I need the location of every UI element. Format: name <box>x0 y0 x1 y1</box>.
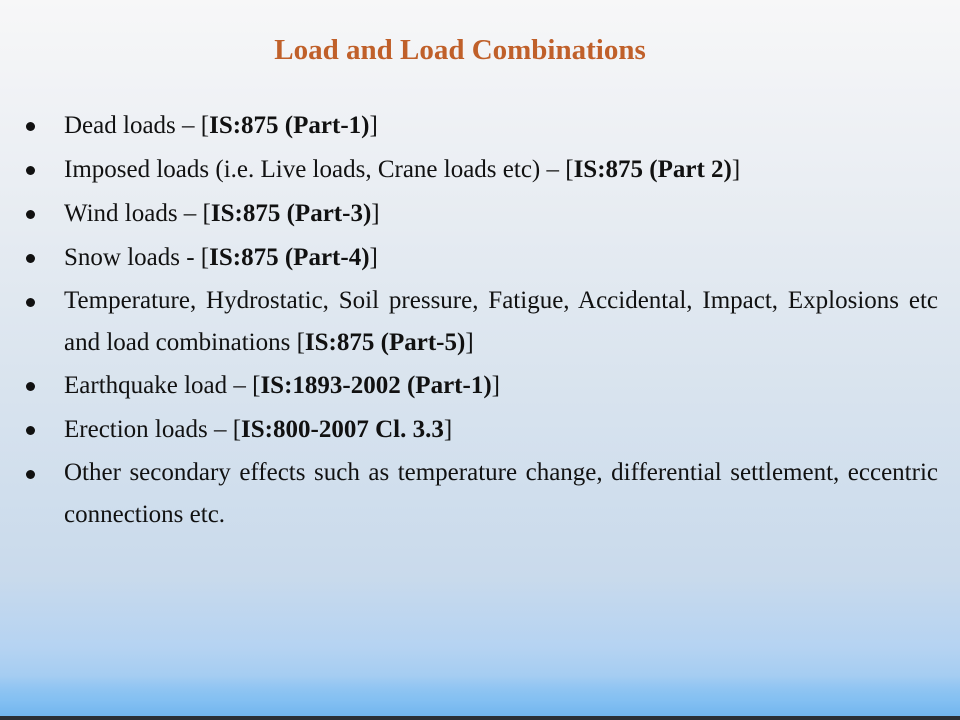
list-item-temperature-loads <box>26 280 938 364</box>
list-item-dead-loads <box>26 104 938 148</box>
list-item-wind-loads <box>26 192 938 236</box>
item-text: Snow loads - [ <box>64 244 210 271</box>
bullet-icon <box>26 122 35 131</box>
load-list <box>26 104 938 536</box>
bullet-icon <box>26 210 35 219</box>
item-close: ] <box>465 329 474 356</box>
item-close: ] <box>369 244 378 271</box>
list-item-earthquake-load <box>26 364 938 408</box>
item-ref: IS:875 (Part-5) <box>304 329 466 356</box>
item-text: Temperature, Hydrostatic, Soil pressure, Fatigue, Accidental, Impact, Explosions etc and load combinations [ <box>64 287 938 356</box>
bullet-icon <box>26 382 35 391</box>
item-close: ] <box>731 156 741 183</box>
item-ref: IS:875 (Part-3) <box>210 200 372 227</box>
list-item-erection-loads <box>26 408 938 452</box>
item-ref: IS:1893-2002 (Part-1) <box>260 372 492 399</box>
item-text: Wind loads – [ <box>64 200 211 227</box>
bullet-icon <box>26 254 35 263</box>
slide-title: Load and Load Combinations <box>274 34 646 66</box>
bullet-icon <box>26 426 35 435</box>
item-close: ] <box>443 416 453 443</box>
bottom-gradient-bar <box>0 676 960 720</box>
bullet-icon <box>26 166 35 175</box>
item-ref: IS:800-2007 Cl. 3.3 <box>241 416 444 443</box>
item-close: ] <box>491 372 500 399</box>
list-item-imposed-loads <box>26 148 938 192</box>
item-ref: IS:875 (Part 2) <box>573 156 732 183</box>
item-text: Erection loads – [ <box>64 416 242 443</box>
item-text: Imposed loads (i.e. Live loads, Crane loads etc) – [ <box>64 156 574 183</box>
list-item-snow-loads <box>26 236 938 280</box>
item-ref: IS:875 (Part-1) <box>209 112 370 139</box>
item-ref: IS:875 (Part-4) <box>209 244 370 271</box>
item-close: ] <box>369 112 378 139</box>
item-text: Other secondary effects such as temperature change, differential settlement, eccentric connections etc. <box>64 459 938 528</box>
item-text: Dead loads – [ <box>64 112 210 139</box>
bottom-border-line <box>0 716 960 720</box>
item-text: Earthquake load – [ <box>64 372 261 399</box>
bullet-icon <box>26 298 35 307</box>
list-item-secondary-effects <box>26 452 938 536</box>
bullet-icon <box>26 470 35 479</box>
item-close: ] <box>371 200 380 227</box>
